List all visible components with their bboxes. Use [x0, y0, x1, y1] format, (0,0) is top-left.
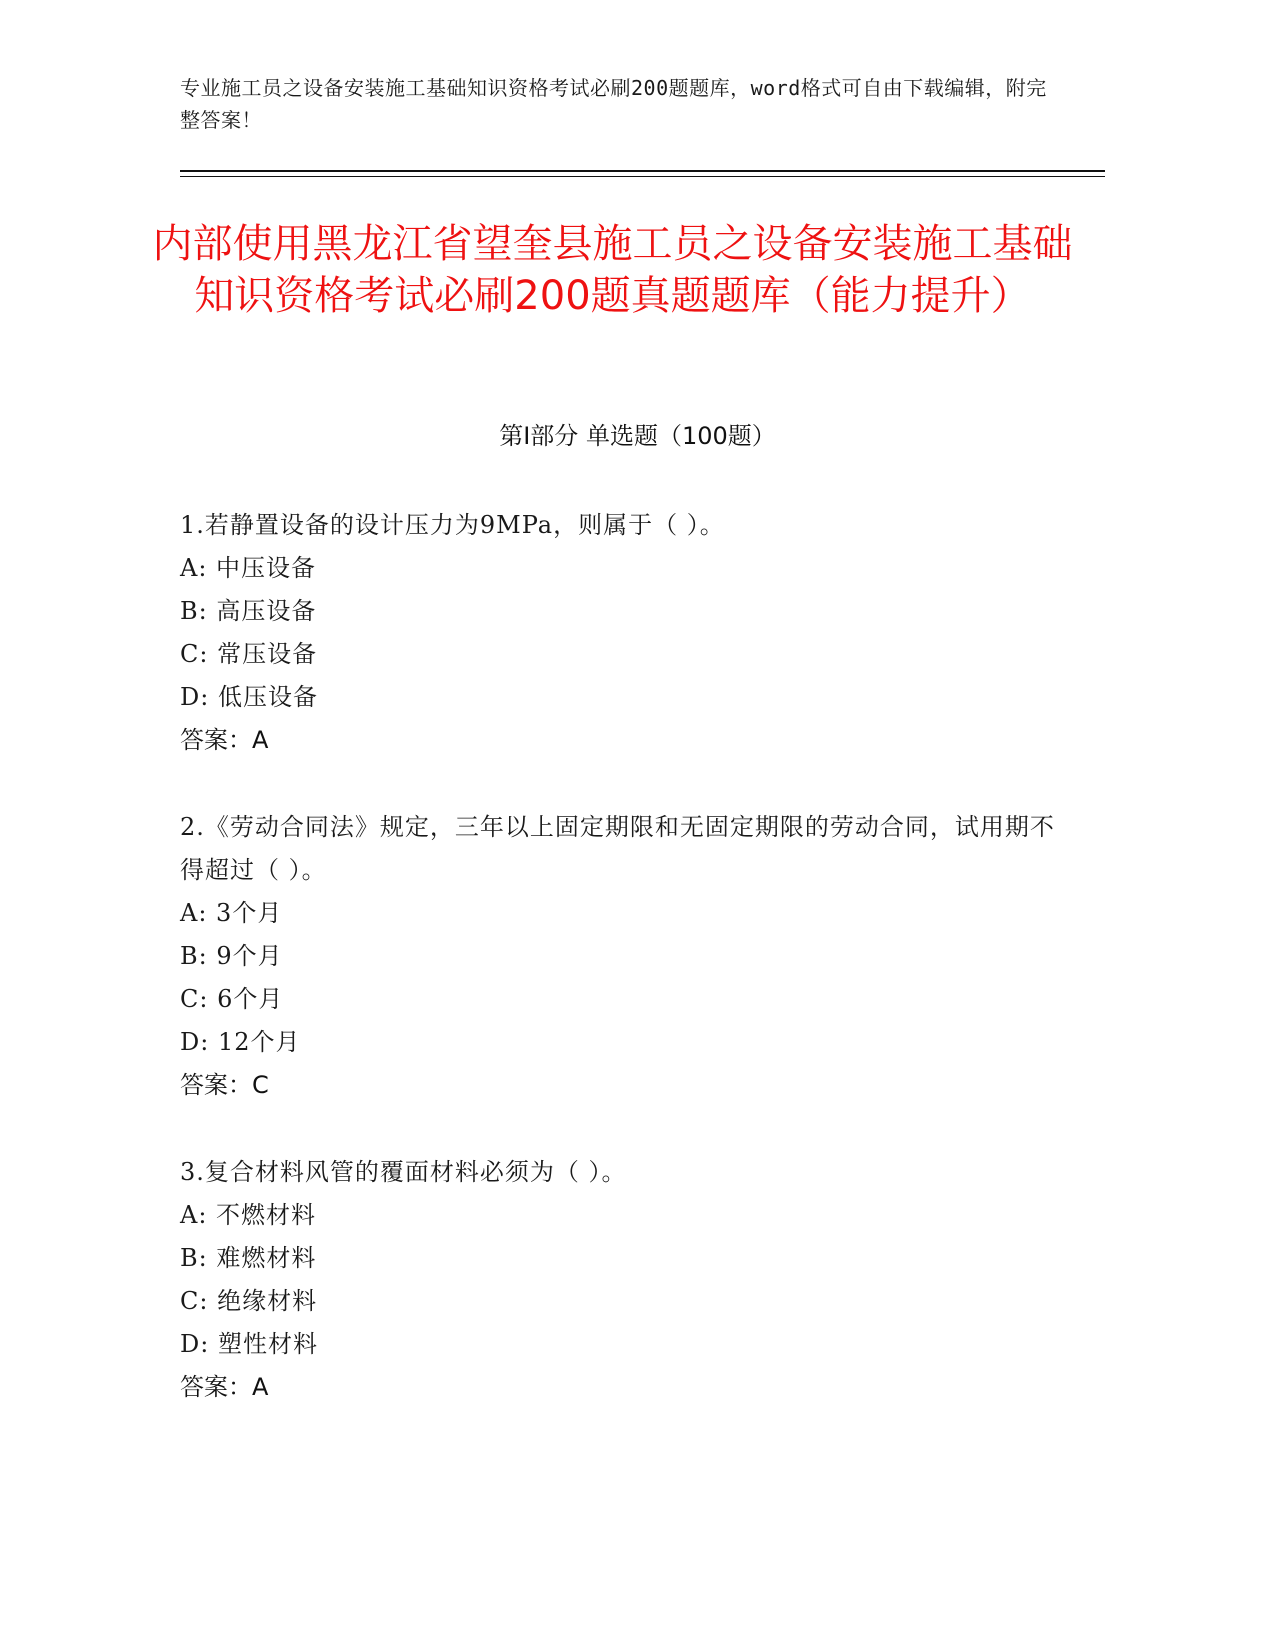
question-2	[180, 806, 1060, 1107]
section-title: 第I部分 单选题（100题）	[499, 422, 776, 450]
question-stem: 2.《劳动合同法》规定，三年以上固定期限和无固定期限的劳动合同，试用期不得超过（ ）。	[180, 813, 1055, 884]
question-1	[180, 504, 1060, 762]
answer: 答案：C	[180, 1071, 269, 1099]
answer: 答案：A	[180, 1373, 269, 1401]
question-3	[180, 1151, 1060, 1409]
option-b: B: 高压设备	[180, 597, 317, 625]
option-d: D: 12个月	[180, 1028, 301, 1056]
option-a: A: 中压设备	[180, 554, 317, 582]
header-divider-thick	[180, 170, 1105, 172]
option-c: C: 6个月	[180, 985, 284, 1013]
option-b: B: 9个月	[180, 942, 283, 970]
option-a: A: 3个月	[180, 899, 283, 927]
option-c: C: 常压设备	[180, 640, 318, 668]
question-stem: 3.复合材料风管的覆面材料必须为（ ）。	[180, 1158, 627, 1186]
option-c: C: 绝缘材料	[180, 1287, 318, 1315]
question-list	[180, 504, 1060, 1453]
option-d: D: 塑性材料	[180, 1330, 318, 1358]
header-note: 专业施工员之设备安装施工基础知识资格考试必刷200题题库，word格式可自由下载编辑，附完整答案！	[180, 76, 1047, 132]
header-divider-thin	[180, 176, 1105, 177]
option-b: B: 难燃材料	[180, 1244, 317, 1272]
option-d: D: 低压设备	[180, 683, 318, 711]
question-stem: 1.若静置设备的设计压力为9MPa，则属于（ ）。	[180, 511, 725, 539]
option-a: A: 不燃材料	[180, 1201, 317, 1229]
answer: 答案：A	[180, 726, 269, 754]
document-title: 内部使用黑龙江省望奎县施工员之设备安装施工基础知识资格考试必刷200题真题题库（能力提升）	[152, 221, 1073, 319]
